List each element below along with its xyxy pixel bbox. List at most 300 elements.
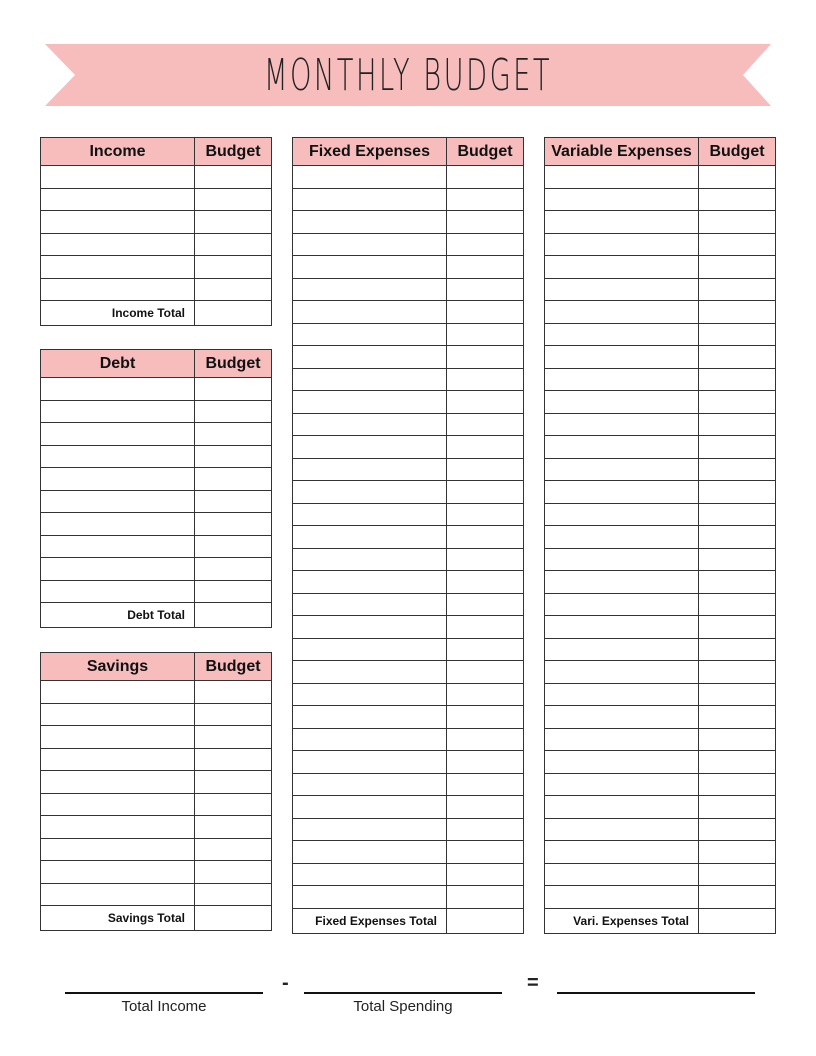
table-row xyxy=(545,863,776,886)
item-cell[interactable] xyxy=(293,346,447,369)
table-row xyxy=(545,503,776,526)
table-row xyxy=(293,548,524,571)
budget-cell[interactable] xyxy=(699,863,776,886)
budget-cell[interactable] xyxy=(447,796,524,819)
item-cell[interactable] xyxy=(545,886,699,909)
table-row xyxy=(41,883,272,906)
item-cell[interactable] xyxy=(293,526,447,549)
income-total-cell[interactable] xyxy=(195,301,272,326)
item-cell[interactable] xyxy=(293,436,447,459)
budget-cell[interactable] xyxy=(195,400,272,423)
table-row xyxy=(545,773,776,796)
budget-cell[interactable] xyxy=(699,548,776,571)
budget-cell[interactable] xyxy=(699,278,776,301)
item-cell[interactable] xyxy=(41,256,195,279)
item-cell[interactable] xyxy=(41,400,195,423)
item-cell[interactable] xyxy=(41,233,195,256)
budget-cell[interactable] xyxy=(699,796,776,819)
item-cell[interactable] xyxy=(545,436,699,459)
budget-cell[interactable] xyxy=(447,886,524,909)
table-row xyxy=(293,728,524,751)
budget-cell[interactable] xyxy=(195,256,272,279)
item-cell[interactable] xyxy=(41,816,195,839)
budget-cell[interactable] xyxy=(447,526,524,549)
debt-table xyxy=(40,349,272,628)
table-row xyxy=(41,233,272,256)
table-row xyxy=(41,703,272,726)
budget-cell[interactable] xyxy=(447,863,524,886)
equals-sign: = xyxy=(527,972,539,994)
item-cell[interactable] xyxy=(41,793,195,816)
item-cell[interactable] xyxy=(545,233,699,256)
budget-cell[interactable] xyxy=(447,638,524,661)
savings-total-label: Savings Total xyxy=(41,906,195,931)
income-total-label: Income Total xyxy=(41,301,195,326)
table-row xyxy=(41,535,272,558)
item-cell[interactable] xyxy=(41,490,195,513)
table-row xyxy=(41,256,272,279)
table-row xyxy=(41,211,272,234)
item-cell[interactable] xyxy=(41,771,195,794)
table-row xyxy=(293,166,524,189)
budget-cell[interactable] xyxy=(195,861,272,884)
table-row xyxy=(293,503,524,526)
budget-cell[interactable] xyxy=(195,513,272,536)
table-row xyxy=(545,346,776,369)
table-row xyxy=(41,490,272,513)
budget-cell[interactable] xyxy=(447,188,524,211)
item-cell[interactable] xyxy=(545,346,699,369)
page-title: MONTHLY BUDGET xyxy=(263,49,553,101)
item-cell[interactable] xyxy=(545,548,699,571)
budget-cell[interactable] xyxy=(447,368,524,391)
total-row xyxy=(41,906,272,931)
budget-cell[interactable] xyxy=(699,593,776,616)
table-row xyxy=(293,661,524,684)
item-cell[interactable] xyxy=(293,368,447,391)
item-cell[interactable] xyxy=(41,211,195,234)
item-cell[interactable] xyxy=(293,796,447,819)
table-row xyxy=(545,796,776,819)
item-cell[interactable] xyxy=(293,233,447,256)
budget-cell[interactable] xyxy=(447,256,524,279)
item-cell[interactable] xyxy=(545,211,699,234)
item-cell[interactable] xyxy=(293,323,447,346)
table-row xyxy=(293,278,524,301)
table-row xyxy=(293,773,524,796)
item-cell[interactable] xyxy=(41,445,195,468)
table-row xyxy=(545,233,776,256)
table-row xyxy=(545,548,776,571)
item-cell[interactable] xyxy=(41,703,195,726)
item-cell[interactable] xyxy=(293,638,447,661)
item-cell[interactable] xyxy=(545,301,699,324)
item-cell[interactable] xyxy=(293,841,447,864)
item-cell[interactable] xyxy=(545,638,699,661)
item-cell[interactable] xyxy=(545,593,699,616)
table-row xyxy=(545,571,776,594)
budget-cell[interactable] xyxy=(195,378,272,401)
item-cell[interactable] xyxy=(293,458,447,481)
item-cell[interactable] xyxy=(41,535,195,558)
fixed-budget-header: Budget xyxy=(447,138,524,166)
total-row xyxy=(41,301,272,326)
budget-cell[interactable] xyxy=(447,323,524,346)
item-cell[interactable] xyxy=(293,706,447,729)
item-cell[interactable] xyxy=(545,368,699,391)
table-row xyxy=(293,301,524,324)
budget-cell[interactable] xyxy=(195,838,272,861)
item-cell[interactable] xyxy=(545,863,699,886)
fixed-total-label: Fixed Expenses Total xyxy=(293,908,447,933)
table-row xyxy=(41,580,272,603)
table-row xyxy=(41,771,272,794)
table-row xyxy=(293,706,524,729)
item-cell[interactable] xyxy=(545,256,699,279)
total-spending-line[interactable] xyxy=(304,992,502,994)
table-row xyxy=(545,166,776,189)
income-table xyxy=(40,137,272,326)
table-row xyxy=(293,323,524,346)
item-cell[interactable] xyxy=(545,278,699,301)
budget-cell[interactable] xyxy=(699,368,776,391)
variable-total-label: Vari. Expenses Total xyxy=(545,908,699,933)
table-header-row xyxy=(41,653,272,681)
debt-total-label: Debt Total xyxy=(41,603,195,628)
table-row xyxy=(545,188,776,211)
item-cell[interactable] xyxy=(293,863,447,886)
table-row xyxy=(545,391,776,414)
budget-cell[interactable] xyxy=(195,703,272,726)
budget-cell[interactable] xyxy=(195,278,272,301)
item-cell[interactable] xyxy=(545,728,699,751)
budget-cell[interactable] xyxy=(195,580,272,603)
budget-cell[interactable] xyxy=(447,301,524,324)
budget-cell[interactable] xyxy=(447,481,524,504)
budget-cell[interactable] xyxy=(195,423,272,446)
budget-cell[interactable] xyxy=(699,751,776,774)
net-result-line[interactable] xyxy=(557,992,755,994)
item-cell[interactable] xyxy=(41,278,195,301)
item-cell[interactable] xyxy=(293,751,447,774)
budget-cell[interactable] xyxy=(699,503,776,526)
item-cell[interactable] xyxy=(41,166,195,189)
item-cell[interactable] xyxy=(293,301,447,324)
item-cell[interactable] xyxy=(545,706,699,729)
budget-cell[interactable] xyxy=(699,818,776,841)
budget-cell[interactable] xyxy=(699,638,776,661)
budget-cell[interactable] xyxy=(195,490,272,513)
table-header-row xyxy=(41,138,272,166)
table-row xyxy=(545,841,776,864)
table-row xyxy=(41,816,272,839)
budget-cell[interactable] xyxy=(195,816,272,839)
budget-cell[interactable] xyxy=(447,571,524,594)
table-row xyxy=(545,256,776,279)
item-cell[interactable] xyxy=(293,661,447,684)
table-row xyxy=(293,841,524,864)
table-row xyxy=(293,436,524,459)
budget-cell[interactable] xyxy=(447,683,524,706)
budget-cell[interactable] xyxy=(447,616,524,639)
item-cell[interactable] xyxy=(41,188,195,211)
budget-cell[interactable] xyxy=(699,728,776,751)
table-row xyxy=(41,278,272,301)
table-row xyxy=(293,346,524,369)
total-row xyxy=(41,603,272,628)
budget-cell[interactable] xyxy=(195,166,272,189)
budget-cell[interactable] xyxy=(195,771,272,794)
table-row xyxy=(41,558,272,581)
total-row xyxy=(545,908,776,933)
table-row xyxy=(293,593,524,616)
budget-cell[interactable] xyxy=(699,526,776,549)
minus-sign: - xyxy=(282,972,289,994)
budget-cell[interactable] xyxy=(447,751,524,774)
item-cell[interactable] xyxy=(545,503,699,526)
budget-cell[interactable] xyxy=(699,458,776,481)
budget-cell[interactable] xyxy=(699,773,776,796)
table-row xyxy=(41,423,272,446)
item-cell[interactable] xyxy=(545,773,699,796)
table-row xyxy=(41,726,272,749)
item-cell[interactable] xyxy=(293,571,447,594)
budget-cell[interactable] xyxy=(195,188,272,211)
budget-cell[interactable] xyxy=(447,728,524,751)
budget-cell[interactable] xyxy=(195,883,272,906)
savings-table xyxy=(40,652,272,931)
item-cell[interactable] xyxy=(293,278,447,301)
item-cell[interactable] xyxy=(545,526,699,549)
item-cell[interactable] xyxy=(293,503,447,526)
budget-cell[interactable] xyxy=(447,346,524,369)
budget-cell[interactable] xyxy=(447,391,524,414)
item-cell[interactable] xyxy=(293,773,447,796)
item-cell[interactable] xyxy=(41,883,195,906)
savings-total-cell[interactable] xyxy=(195,906,272,931)
item-cell[interactable] xyxy=(545,323,699,346)
table-row xyxy=(293,818,524,841)
item-cell[interactable] xyxy=(293,683,447,706)
table-row xyxy=(293,413,524,436)
item-cell[interactable] xyxy=(293,256,447,279)
budget-cell[interactable] xyxy=(699,301,776,324)
item-cell[interactable] xyxy=(41,513,195,536)
item-cell[interactable] xyxy=(41,580,195,603)
item-cell[interactable] xyxy=(545,818,699,841)
item-cell[interactable] xyxy=(293,616,447,639)
table-row xyxy=(545,706,776,729)
table-row xyxy=(545,458,776,481)
budget-cell[interactable] xyxy=(195,233,272,256)
table-row xyxy=(41,400,272,423)
table-row xyxy=(545,211,776,234)
table-row xyxy=(545,436,776,459)
title-banner xyxy=(45,44,771,106)
budget-cell[interactable] xyxy=(699,481,776,504)
budget-cell[interactable] xyxy=(699,571,776,594)
variable-budget-header: Budget xyxy=(699,138,776,166)
table-row xyxy=(293,863,524,886)
budget-cell[interactable] xyxy=(699,886,776,909)
table-row xyxy=(545,728,776,751)
budget-cell[interactable] xyxy=(699,436,776,459)
table-row xyxy=(293,616,524,639)
budget-cell[interactable] xyxy=(699,323,776,346)
budget-cell[interactable] xyxy=(195,681,272,704)
budget-cell[interactable] xyxy=(447,661,524,684)
item-cell[interactable] xyxy=(41,748,195,771)
item-cell[interactable] xyxy=(293,211,447,234)
debt-total-cell[interactable] xyxy=(195,603,272,628)
item-cell[interactable] xyxy=(545,458,699,481)
table-row xyxy=(293,526,524,549)
savings-budget-header: Budget xyxy=(195,653,272,681)
budget-cell[interactable] xyxy=(447,413,524,436)
table-row xyxy=(545,683,776,706)
table-row xyxy=(41,861,272,884)
budget-cell[interactable] xyxy=(447,841,524,864)
item-cell[interactable] xyxy=(293,548,447,571)
budget-cell[interactable] xyxy=(699,346,776,369)
item-cell[interactable] xyxy=(545,571,699,594)
table-row xyxy=(41,793,272,816)
variable-total-cell[interactable] xyxy=(699,908,776,933)
budget-cell[interactable] xyxy=(447,593,524,616)
item-cell[interactable] xyxy=(293,413,447,436)
table-row xyxy=(293,796,524,819)
item-cell[interactable] xyxy=(545,661,699,684)
budget-cell[interactable] xyxy=(447,548,524,571)
item-cell[interactable] xyxy=(293,188,447,211)
budget-cell[interactable] xyxy=(195,468,272,491)
budget-cell[interactable] xyxy=(447,503,524,526)
item-cell[interactable] xyxy=(545,481,699,504)
item-cell[interactable] xyxy=(41,838,195,861)
total-income-label: Total Income xyxy=(121,998,207,1015)
table-row xyxy=(545,526,776,549)
item-cell[interactable] xyxy=(545,188,699,211)
item-cell[interactable] xyxy=(545,413,699,436)
table-row xyxy=(41,445,272,468)
table-row xyxy=(41,468,272,491)
budget-cell[interactable] xyxy=(699,706,776,729)
table-row xyxy=(41,378,272,401)
budget-cell[interactable] xyxy=(195,748,272,771)
budget-cell[interactable] xyxy=(447,818,524,841)
budget-cell[interactable] xyxy=(699,683,776,706)
budget-cell[interactable] xyxy=(447,458,524,481)
budget-cell[interactable] xyxy=(699,413,776,436)
item-cell[interactable] xyxy=(545,166,699,189)
table-row xyxy=(545,886,776,909)
item-cell[interactable] xyxy=(545,391,699,414)
budget-cell[interactable] xyxy=(699,166,776,189)
budget-cell[interactable] xyxy=(195,558,272,581)
item-cell[interactable] xyxy=(41,468,195,491)
item-cell[interactable] xyxy=(293,886,447,909)
total-income-line[interactable] xyxy=(65,992,263,994)
budget-cell[interactable] xyxy=(699,616,776,639)
budget-cell[interactable] xyxy=(699,391,776,414)
budget-cell[interactable] xyxy=(195,726,272,749)
budget-cell[interactable] xyxy=(195,445,272,468)
table-row xyxy=(293,391,524,414)
variable-expenses-table xyxy=(544,137,776,934)
total-spending-label: Total Spending xyxy=(353,998,453,1015)
budget-summary xyxy=(0,960,816,1020)
table-row xyxy=(545,616,776,639)
budget-cell[interactable] xyxy=(699,256,776,279)
table-row xyxy=(293,233,524,256)
fixed-total-cell[interactable] xyxy=(447,908,524,933)
table-row xyxy=(545,481,776,504)
budget-cell[interactable] xyxy=(195,211,272,234)
item-cell[interactable] xyxy=(293,481,447,504)
item-cell[interactable] xyxy=(41,861,195,884)
budget-cell[interactable] xyxy=(447,166,524,189)
debt-budget-header: Budget xyxy=(195,350,272,378)
budget-cell[interactable] xyxy=(699,233,776,256)
table-header-row xyxy=(293,138,524,166)
item-cell[interactable] xyxy=(41,423,195,446)
item-cell[interactable] xyxy=(293,728,447,751)
budget-cell[interactable] xyxy=(447,211,524,234)
budget-cell[interactable] xyxy=(195,793,272,816)
income-header: Income xyxy=(41,138,195,166)
table-row xyxy=(545,593,776,616)
budget-cell[interactable] xyxy=(699,188,776,211)
budget-cell[interactable] xyxy=(447,278,524,301)
table-row xyxy=(293,188,524,211)
budget-cell[interactable] xyxy=(447,706,524,729)
item-cell[interactable] xyxy=(545,751,699,774)
table-row xyxy=(545,413,776,436)
budget-cell[interactable] xyxy=(447,233,524,256)
table-row xyxy=(41,748,272,771)
budget-cell[interactable] xyxy=(699,661,776,684)
item-cell[interactable] xyxy=(545,796,699,819)
table-row xyxy=(293,256,524,279)
item-cell[interactable] xyxy=(293,593,447,616)
table-row xyxy=(545,278,776,301)
budget-cell[interactable] xyxy=(447,773,524,796)
debt-header: Debt xyxy=(41,350,195,378)
item-cell[interactable] xyxy=(293,391,447,414)
table-header-row xyxy=(545,138,776,166)
table-row xyxy=(545,368,776,391)
item-cell[interactable] xyxy=(545,616,699,639)
item-cell[interactable] xyxy=(41,681,195,704)
item-cell[interactable] xyxy=(545,841,699,864)
table-row xyxy=(41,681,272,704)
item-cell[interactable] xyxy=(41,378,195,401)
budget-cell[interactable] xyxy=(195,535,272,558)
budget-cell[interactable] xyxy=(699,211,776,234)
table-row xyxy=(545,751,776,774)
table-row xyxy=(293,458,524,481)
item-cell[interactable] xyxy=(293,818,447,841)
table-row xyxy=(293,571,524,594)
budget-cell[interactable] xyxy=(447,436,524,459)
item-cell[interactable] xyxy=(41,558,195,581)
item-cell[interactable] xyxy=(545,683,699,706)
table-row xyxy=(41,166,272,189)
item-cell[interactable] xyxy=(41,726,195,749)
budget-cell[interactable] xyxy=(699,841,776,864)
item-cell[interactable] xyxy=(293,166,447,189)
table-row xyxy=(293,638,524,661)
